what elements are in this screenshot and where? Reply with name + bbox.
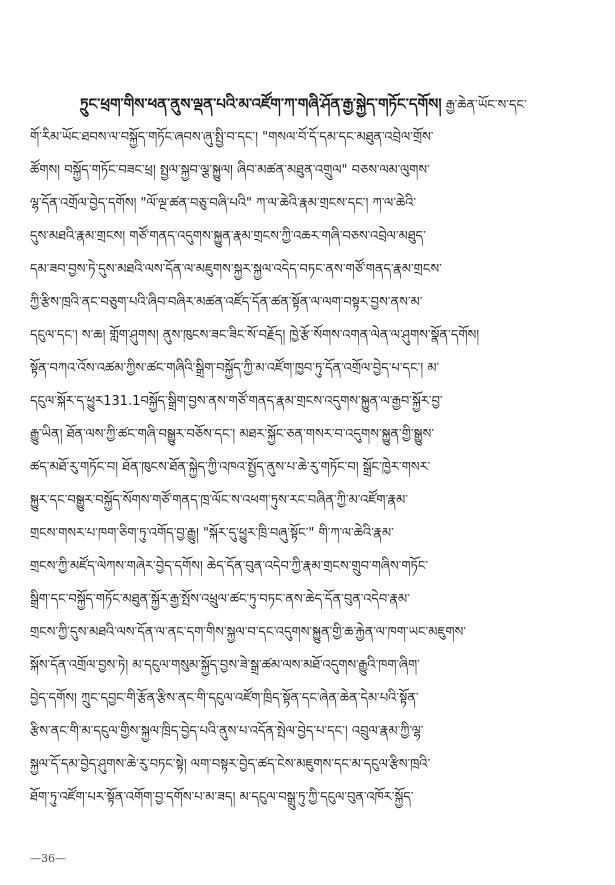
- body-text: [30, 88, 588, 847]
- text-line: ཀྱི་རྩིས་ཁྲའི་ནང་བཅུག་པའི་ཞིབ་བཞིར་མཚན་འཛོད་དོན་ཚན་སྟོན་ལ་ལག་བསྟར་བྱས་ནས་མ་: [30, 295, 423, 310]
- text-line: གོ་རིམ་ཡོང་ཐབས་ལ་བསྐྱོད་གཏོང་ཞབས་ཞུ་སྤྱི་བ་དང་། "གསལ་བོ་དོ་དམ་དང་མཐུན་འབྲེལ་གྲོས་: [30, 130, 434, 145]
- first-line: [30, 88, 588, 121]
- text-line: སྒྲིག་དང་བསྐྱོད་གཏོང་མཐུན་སྐྱོར་རྒྱ་སྤོས་འཕྲུལ་ཚང་ཏུ་བཏང་ནས་ཆེད་དོན་བུན་འདེབ་རྣམ་: [30, 592, 410, 607]
- text-line: རྒྱུ་ཡིན། ཐོན་ལས་ཀྱི་ཚང་གཞི་བསྒྱུར་བཅོས་དང་། མཐར་སྐྱོང་ཅན་གསར་བ་འདུགས་སྐྱུན་གྱི་སྒྱུས་: [30, 427, 434, 442]
- text-line: གྲངས་ཀྱི་མཛོད་ལེཀས་གཞེར་བྱེད་དགོས། ཆེད་དོན་བུན་འདེབ་ཀྱི་རྣམ་གྲངས་གྲུབ་གཞིས་གཏོང་: [30, 559, 429, 574]
- text-line: དམ་ཟབ་བྱས་ཏེ་དུས་མཐའི་ལས་དོན་ལ་མཇུགས་སྐྱར་སྐྱལ་འདེད་བཏང་ནས་གཙོ་གནད་རྣམ་གྲངས་: [30, 262, 442, 277]
- text-line: བྱེད་དགོས། ཀྲུང་དབྱང་གི་རྩོན་རྩིས་ནང་གི་དངུལ་འཛོག་ཁྲིད་སྟོན་དང་ཞེན་ཆེན་དེམ་པའི་སྟོན་: [30, 691, 419, 706]
- text-line: སྟོན་བཀའ་འོས་འཚམ་ཀྱིས་ཚང་གཞིའི་སྒྲིག་བསྐྱོད་ཀྱི་མ་འཛོག་ཁྱབ་ཏུ་དོན་འགྲོལ་བྱེད་པ་དང་། མ་: [30, 361, 440, 376]
- text-line: གྲངས་གསར་པ་ཁག་ཅིག་ཏུ་འགོད་བྱ་རྒྱུ། "སྐོར་དུ་ཕྱུར་ཁྲི་བཞུ་སྟོང་" གི་ཀ་ལ་ཆེའི་རྣམ་: [30, 526, 394, 541]
- text-line: ཚོགས། བསྐྱོད་གཏོང་བཟང་ཕྲ། སྤྱལ་སྐྱབ་ལྕ་སྐྱུལ། ཞིབ་མཚན་མཐུན་འགྲུལ" བཅས་ལམ་ལུགས་: [30, 163, 430, 178]
- page-number: —36—: [30, 852, 66, 865]
- text-line: སྐོས་དོན་འགྲོལ་བྱས་ཏེ། མ་དངུལ་གསུམ་སྐྱོད་བྱས་ཟེ་སྒྲ་ཚམ་ལས་མཐོ་འདུགས་རྒྱུའི་ཁག་ཞིག་: [30, 658, 420, 673]
- text-line: དངུལ་དང་། ས་ཆ། གློག་ཤུགས། ནུས་ཁུངས་ཟང་ཟིང་སོ་བརྗོད། ཁྱེ་རྩོ་སོགས་འགན་ལེན་ལ་ཤུགས་སྣོན་དགོས།: [30, 328, 480, 343]
- text-line: རྒྱ་ཆེན་ཡོང་ས་དང་: [445, 98, 527, 113]
- text-line: ལྷ་དོན་འགྲོལ་བྱེད་དགོས། "ལོ་ལྔ་ཚན་བཅུ་བཞི་པའི" ཀ་ལ་ཆེའི་རྣམ་གྲངས་དང་། ཀ་ལ་ཆེའི་: [30, 196, 417, 211]
- text-line: [30, 814, 588, 847]
- section-heading: ཏྲུང་ཕྲག་གིས་ཕན་ནུས་ལྡན་པའི་མ་འཛོག་ཀ་གཞི་ཤོན་རྒྱ་སྐྱེད་གཏོང་དགོས།: [80, 95, 442, 113]
- text-line: སྐྱལ་དོ་དམ་བྱེད་ཤུགས་ཆེ་རུ་བཏང་སྟེ། ལག་བསྟར་བྱེད་ཚད་ངེས་མཇུགས་དང་མ་དངུལ་རྩིས་ཁྲའི་: [30, 757, 431, 772]
- text-line: གྲངས་ཀྱི་དུས་མཐའི་ལས་དོན་ལ་ནང་དག་གིས་སྐྱལ་བ་དང་འདུགས་སྐྱུན་གྱི་ཆ་རྐྱེན་ལ་ཁག་ཡང་མཇུགས་: [30, 625, 466, 640]
- text-line: སྐྱུར་དང་བསྒྱུར་བསྐྱོད་སོགས་གཙོ་གནད་ཁྲ་ལོང་ས་འཕག་ཏུས་རང་བཞིན་ཀྱི་མ་འཛོག་རྣམ་: [30, 493, 408, 508]
- text-line: དངུལ་སྐོར་ད་ཕྱུར131.1བསྐྱོད་སྒྲིག་བྱས་ནས་གཙོ་གནད་རྣམ་གྲངས་འདུགས་སྐྱུན་ལ་རྒྱབ་སྐྱོར་བྱ་: [30, 394, 443, 409]
- text-line: དུས་མཐའི་རྣམ་གྲངས། གཙོ་གནད་འདུགས་སྐྱུན་རྣམ་གྲངས་ཀྱི་འཆར་གཞི་བཅས་འབྲེལ་མཐུད་: [30, 229, 426, 244]
- text-line: རྩིས་ནང་གི་མ་དངུལ་གྱིས་སྐྱལ་ཁྲིད་བྱེད་པའི་ནུས་པ་འདོན་སྤེལ་བྱེད་པ་དང་། འབྲུལ་རྣམ་ཀྱི་ལྷ་: [30, 724, 424, 739]
- text-line: ཐོག་ཏུ་འཛོག་པར་སྟོན་འགོག་བྱ་དགོས་པ་མ་ཟད། མ་དངུལ་བསྒྲུ་ཏུ་ཀྱི་དངུལ་བུན་འཁོར་སྐྱོད་: [30, 790, 414, 805]
- text-line: ཚད་མཐོ་རུ་གཏོང་བ། ཐོན་ཁུངས་ཐོན་སྐྱེད་ཀྱི་འཁའ་སྤྱོད་ནུས་པ་ཆེ་རུ་གཏོང་བ། སྒྲོང་ཁྱེར་གསར་: [30, 460, 431, 475]
